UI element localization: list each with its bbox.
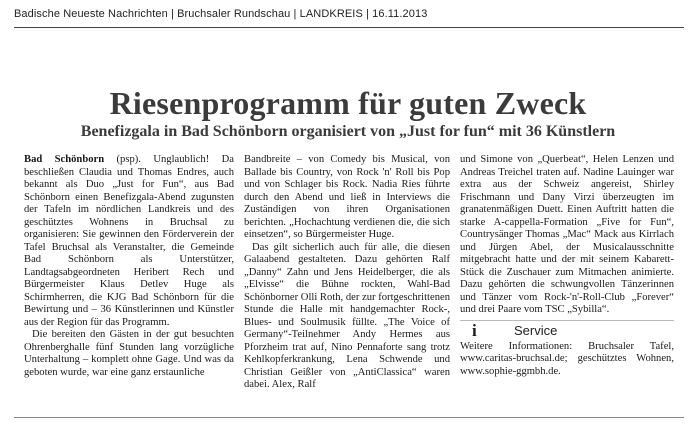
publication-header: Badische Neueste Nachrichten | Bruchsaler Rundschau | LANDKREIS | 16.11.2013 <box>14 8 428 20</box>
article-subheadline: Benefizgala in Bad Schönborn organisiert von „Just for fun“ mit 36 Künstlern <box>80 123 616 140</box>
service-box-header <box>460 320 674 341</box>
article-headline: Riesenprogramm für guten Zweck <box>109 85 587 121</box>
article-column-1 <box>24 154 234 379</box>
service-text: Weitere Informationen: Bruchsaler Tafel, www.caritas-bruchsal.de; geschütztes Wohnen, www.sophie-ggmbh.de. <box>460 340 674 377</box>
service-title: Service <box>514 322 558 338</box>
footer-rule <box>14 417 684 418</box>
header-rule <box>14 27 684 28</box>
paragraph: Bandbreite – von Comedy bis Musical, von Ballade bis Country, von Rock 'n' Roll bis Pop und von Schlager bis Rock. Nadia Ries führte durch den Abend und ließ in Interviews die Zuständigen von ihren Organisationen berichten. „Hochachtung verdienen die, die sich einsetzen“, so Bürgermeister Huge. <box>244 154 450 240</box>
paragraph-text: (psp). Unglaublich! Da beschließen Claudia und Thomas Endres, auch bekannt als Duo „Just for Fun“, aus Bad Schönborn einen Benefizgala-Abend zugunsten der Tafeln im nördlichen Landkreis und des geschütztes Wohnens in Bruchsal zu organisieren: Sie gewinnen den Förderverein der Tafel Bruchsal als Veranstalter, die Gemeinde Bad Schönborn als Unterstützer, Landtagsabgeordneten Heribert Rech und Bürgermeister Klaus Detlev Huge als Schirmherren, die KJG Bad Schönborn für die Bewirtung und – 36 Künstlerinnen und Künstler aus der Region für das Programm. <box>24 154 234 328</box>
paragraph: Die bereiten den Gästen in der gut besuchten Ohrenberghalle fünf Stunden lang vorzügliche Unterhaltung – komplett ohne Gage. Und was da geboten wurde, war eine ganz erstaunliche <box>24 329 234 378</box>
article-column-3 <box>460 154 674 378</box>
dateline: Bad Schönborn <box>24 154 105 165</box>
paragraph <box>24 154 234 329</box>
info-icon: i <box>472 320 477 340</box>
article-column-2 <box>244 154 450 392</box>
paragraph: und Simone von „Querbeat“, Helen Lenzen und Andreas Treichel traten auf. Nadine Lauinger war extra aus der Schweiz angereist, Shirley Frischmann und Dany Virzi überzeugten im granatenmäßigen Duett. Einen Auftritt hatten die starke A-cappella-Formation „Five for Fun“, Countrysänger Thomas „Mac“ Mack aus Kirrlach und Jürgen Abel, der Musicalausschnitte mitgebracht hatte und der mit seinem Kabarett-Stück die Zuschauer zum Mitmachen animierte. Dazu gehörten die schwungvollen Tänzerinnen und Tänzer vom Rock-'n'-Roll-Club „Forever“ und drei Paare vom TSC „Sybilla“. <box>460 154 674 315</box>
paragraph: Das gilt sicherlich auch für alle, die diesen Galaabend gestalteten. Dazu gehörten Ralf „Danny“ Zahn und Jens Heidelberger, die als „Elvisse“ die Bühne rockten, Wahl-Bad Schönborner Olli Roth, der zur fortgeschrittenen Stunde die Halle mit handgemachter Rock-, Blues- und Soulmusik füllte. „The Voice of Germany“-Teilnehmer Andy Hermes aus Pforzheim trat auf, Nino Pennaforte sang trotz Kehlkopferkrankung, Lena Schwende und Christian Geißler von „AntiClassica“ waren dabei. Alex, Ralf <box>244 241 450 390</box>
